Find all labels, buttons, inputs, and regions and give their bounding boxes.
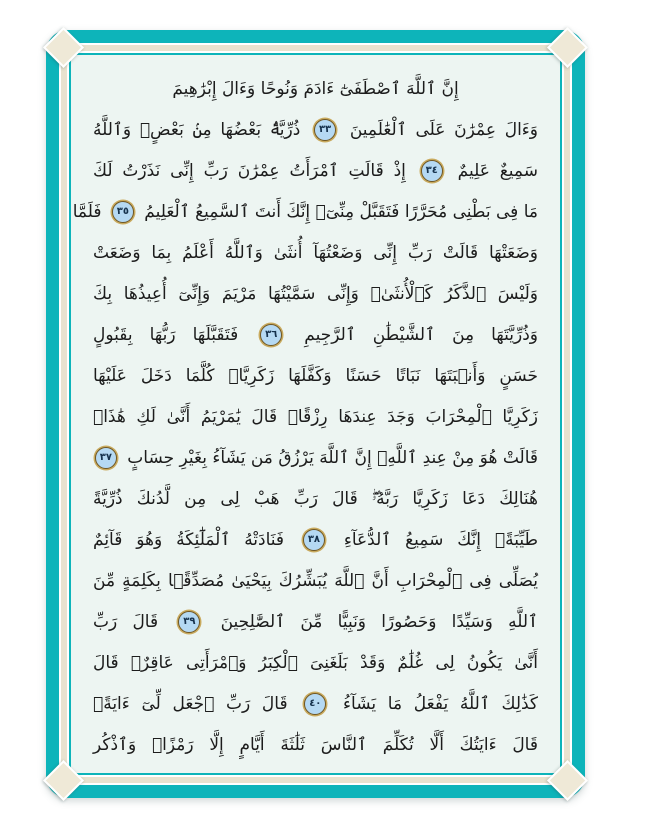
ayah-text: هُنَالِكَ دَعَا زَكَرِيَّا رَبَّهُۥۖ قَالَ رَبِّ هَبْ لِى مِن لَّدُنكَ ذُرِّيَّةً bbox=[93, 489, 538, 509]
ayah-text: ٱللَّهِ وَسَيِّدًا وَحَصُورًا وَنَبِيًّا مِّنَ ٱلصَّٰلِحِينَ bbox=[220, 612, 538, 632]
verse-number-marker: ٤٠ bbox=[304, 693, 326, 715]
quran-text-block bbox=[72, 69, 539, 767]
verse-number-marker: ٣٧ bbox=[95, 447, 117, 469]
verse-number-marker: ٣٤ bbox=[421, 160, 443, 182]
ayah-text: كَذَٰلِكَ ٱللَّهُ يَفْعَلُ مَا يَشَآءُ bbox=[343, 694, 539, 714]
frame-teal-inner-line bbox=[69, 53, 562, 775]
quran-line bbox=[93, 151, 538, 192]
frame-cream-band bbox=[61, 45, 570, 783]
quran-line bbox=[93, 110, 538, 151]
ayah-text: قَالَتْ هُوَ مِنْ عِندِ ٱللَّهِۖ إِنَّ ٱللَّهَ يَرْزُقُ مَن يَشَآءُ بِغَيْرِ حِسَابٍ bbox=[127, 448, 538, 468]
ayah-text: فَنَادَتْهُ ٱلْمَلَٰٓئِكَةُ وَهُوَ قَآئِمٌ bbox=[93, 530, 285, 550]
ayah-text: إِذْ قَالَتِ ٱمْرَأَتُ عِمْرَٰنَ رَبِّ إِنِّى نَذَرْتُ لَكَ bbox=[93, 161, 406, 181]
ayah-text: قَالَ ءَايَتُكَ أَلَّا تُكَلِّمَ ٱلنَّاسَ ثَلَٰثَةَ أَيَّامٍ إِلَّا رَمْزًاۗ وَٱذْكُر bbox=[93, 735, 538, 755]
mushaf-page-card bbox=[46, 30, 585, 798]
ayah-text: وَذُرِّيَّتَهَا مِنَ ٱلشَّيْطَٰنِ ٱلرَّجِيمِ bbox=[304, 325, 538, 345]
verse-number-marker: ٣٥ bbox=[112, 201, 134, 223]
ayah-text: قَالَ رَبِّ ٱجْعَل لِّىٓ ءَايَةًۖ bbox=[93, 694, 288, 714]
ayah-text: إِنَّ ٱللَّهَ ٱصْطَفَىٰٓ ءَادَمَ وَنُوحًا وَءَالَ إِبْرَٰهِيمَ bbox=[172, 79, 459, 99]
ayah-text: مَا فِى بَطْنِى مُحَرَّرًا فَتَقَبَّلْ مِنِّىٓۖ إِنَّكَ أَنتَ ٱلسَّمِيعُ ٱلْعَلِيمُ bbox=[144, 202, 538, 222]
frame-white-outer-band bbox=[59, 43, 572, 785]
ayah-text: فَلَمَّا bbox=[72, 202, 102, 222]
ayah-text: حَسَنٍ وَأَنۢبَتَهَا نَبَاتًا حَسَنًا وَكَفَّلَهَا زَكَرِيَّاۖ كُلَّمَا دَخَلَ عَلَيْهَا bbox=[93, 366, 538, 386]
quran-line bbox=[93, 438, 538, 479]
ayah-text: أَنَّىٰ يَكُونُ لِى غُلَٰمٌ وَقَدْ بَلَغَنِىَ ٱلْكِبَرُ وَٱمْرَأَتِى عَاقِرٌۖ قَالَ bbox=[93, 653, 538, 673]
ayah-text: وَضَعَتْهَا قَالَتْ رَبِّ إِنِّى وَضَعْتُهَآ أُنثَىٰ وَٱللَّهُ أَعْلَمُ بِمَا وَضَعَتْ bbox=[93, 243, 538, 263]
quran-line bbox=[93, 602, 538, 643]
ayah-text: وَءَالَ عِمْرَٰنَ عَلَى ٱلْعَٰلَمِينَ bbox=[349, 120, 539, 140]
quran-line bbox=[93, 397, 538, 438]
verse-number-marker: ٣٩ bbox=[178, 611, 200, 633]
ayah-text: فَتَقَبَّلَهَا رَبُّهَا بِقَبُولٍ bbox=[93, 325, 239, 345]
quran-line bbox=[93, 684, 538, 725]
quran-line bbox=[93, 356, 538, 397]
verse-number-marker: ٣٨ bbox=[303, 529, 325, 551]
ayah-text: طَيِّبَةًۖ إِنَّكَ سَمِيعُ ٱلدُّعَآءِ bbox=[343, 530, 538, 550]
quran-line bbox=[93, 520, 538, 561]
quran-line bbox=[93, 561, 538, 602]
frame-white-inner-band bbox=[67, 51, 564, 777]
quran-line bbox=[93, 315, 538, 356]
ayah-text: ذُرِّيَّةًۢ بَعْضُهَا مِنۢ بَعْضٍۗ وَٱللَّهُ bbox=[93, 120, 301, 140]
quran-line bbox=[93, 643, 538, 684]
quran-line bbox=[72, 192, 538, 233]
quran-line bbox=[93, 479, 538, 520]
ayah-text: قَالَ رَبِّ bbox=[93, 612, 159, 632]
quran-line bbox=[93, 233, 538, 274]
verse-number-marker: ٣٦ bbox=[260, 324, 282, 346]
ayah-text: وَلَيْسَ ٱلذَّكَرُ كَٱلْأُنثَىٰۖ وَإِنِّى سَمَّيْتُهَا مَرْيَمَ وَإِنِّىٓ أُعِيذُهَا بِكَ bbox=[93, 284, 538, 304]
page-content-area bbox=[71, 55, 560, 773]
quran-line bbox=[93, 725, 538, 766]
ayah-text: يُصَلِّى فِى ٱلْمِحْرَابِ أَنَّ ٱللَّهَ يُبَشِّرُكَ بِيَحْيَىٰ مُصَدِّقًۢا بِكَلِمَةٍ مِّنَ bbox=[93, 571, 538, 591]
quran-line bbox=[93, 69, 538, 110]
verse-number-marker: ٣٣ bbox=[314, 119, 336, 141]
quran-line bbox=[93, 274, 538, 315]
ayah-text: زَكَرِيَّا ٱلْمِحْرَابَ وَجَدَ عِندَهَا رِزْقًاۖ قَالَ يَٰمَرْيَمُ أَنَّىٰ لَكِ هَٰذَاۖ bbox=[93, 407, 538, 427]
ayah-text: سَمِيعٌ عَلِيمٌ bbox=[457, 161, 539, 181]
